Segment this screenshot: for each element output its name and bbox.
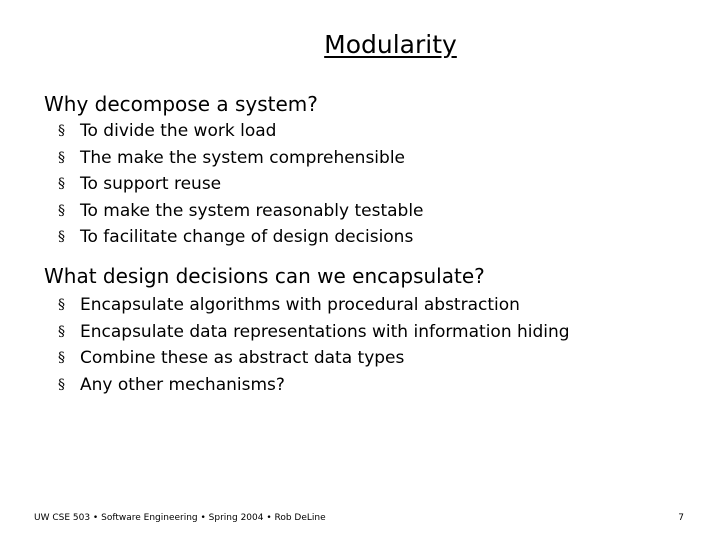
bullet-icon: § (58, 149, 65, 166)
list-item-text: To facilitate change of design decisions (80, 227, 414, 247)
list-item-text: To make the system reasonably testable (80, 200, 424, 221)
list-item-text: Combine these as abstract data types (80, 348, 405, 368)
bullet-icon: § (58, 350, 65, 366)
slide-footer: UW CSE 503 • Software Engineering • Spring 2004 • Rob DeLine (34, 513, 326, 523)
slide-title-text: Modularity (324, 30, 457, 59)
bullet-icon: § (58, 176, 65, 192)
bullet-icon: § (58, 297, 65, 313)
list-item-text: The make the system comprehensible (80, 147, 406, 168)
bullet-icon: § (58, 229, 65, 245)
list-item-text: Any other mechanisms? (80, 374, 285, 395)
section-heading-why: Why decompose a system? (44, 92, 318, 116)
list-item-text: To divide the work load (80, 121, 277, 141)
page-number: 7 (678, 513, 684, 523)
section-heading-what: What design decisions can we encapsulate? (44, 264, 485, 288)
bullet-icon: § (58, 376, 65, 393)
bullet-icon: § (58, 323, 65, 340)
list-item-text: To support reuse (80, 174, 222, 194)
bullet-icon: § (58, 202, 65, 219)
slide-title (0, 30, 720, 60)
list-item-text: Encapsulate data representations with information hiding (80, 321, 570, 342)
bullet-icon: § (58, 123, 65, 139)
list-item-text: Encapsulate algorithms with procedural abstraction (80, 295, 520, 315)
